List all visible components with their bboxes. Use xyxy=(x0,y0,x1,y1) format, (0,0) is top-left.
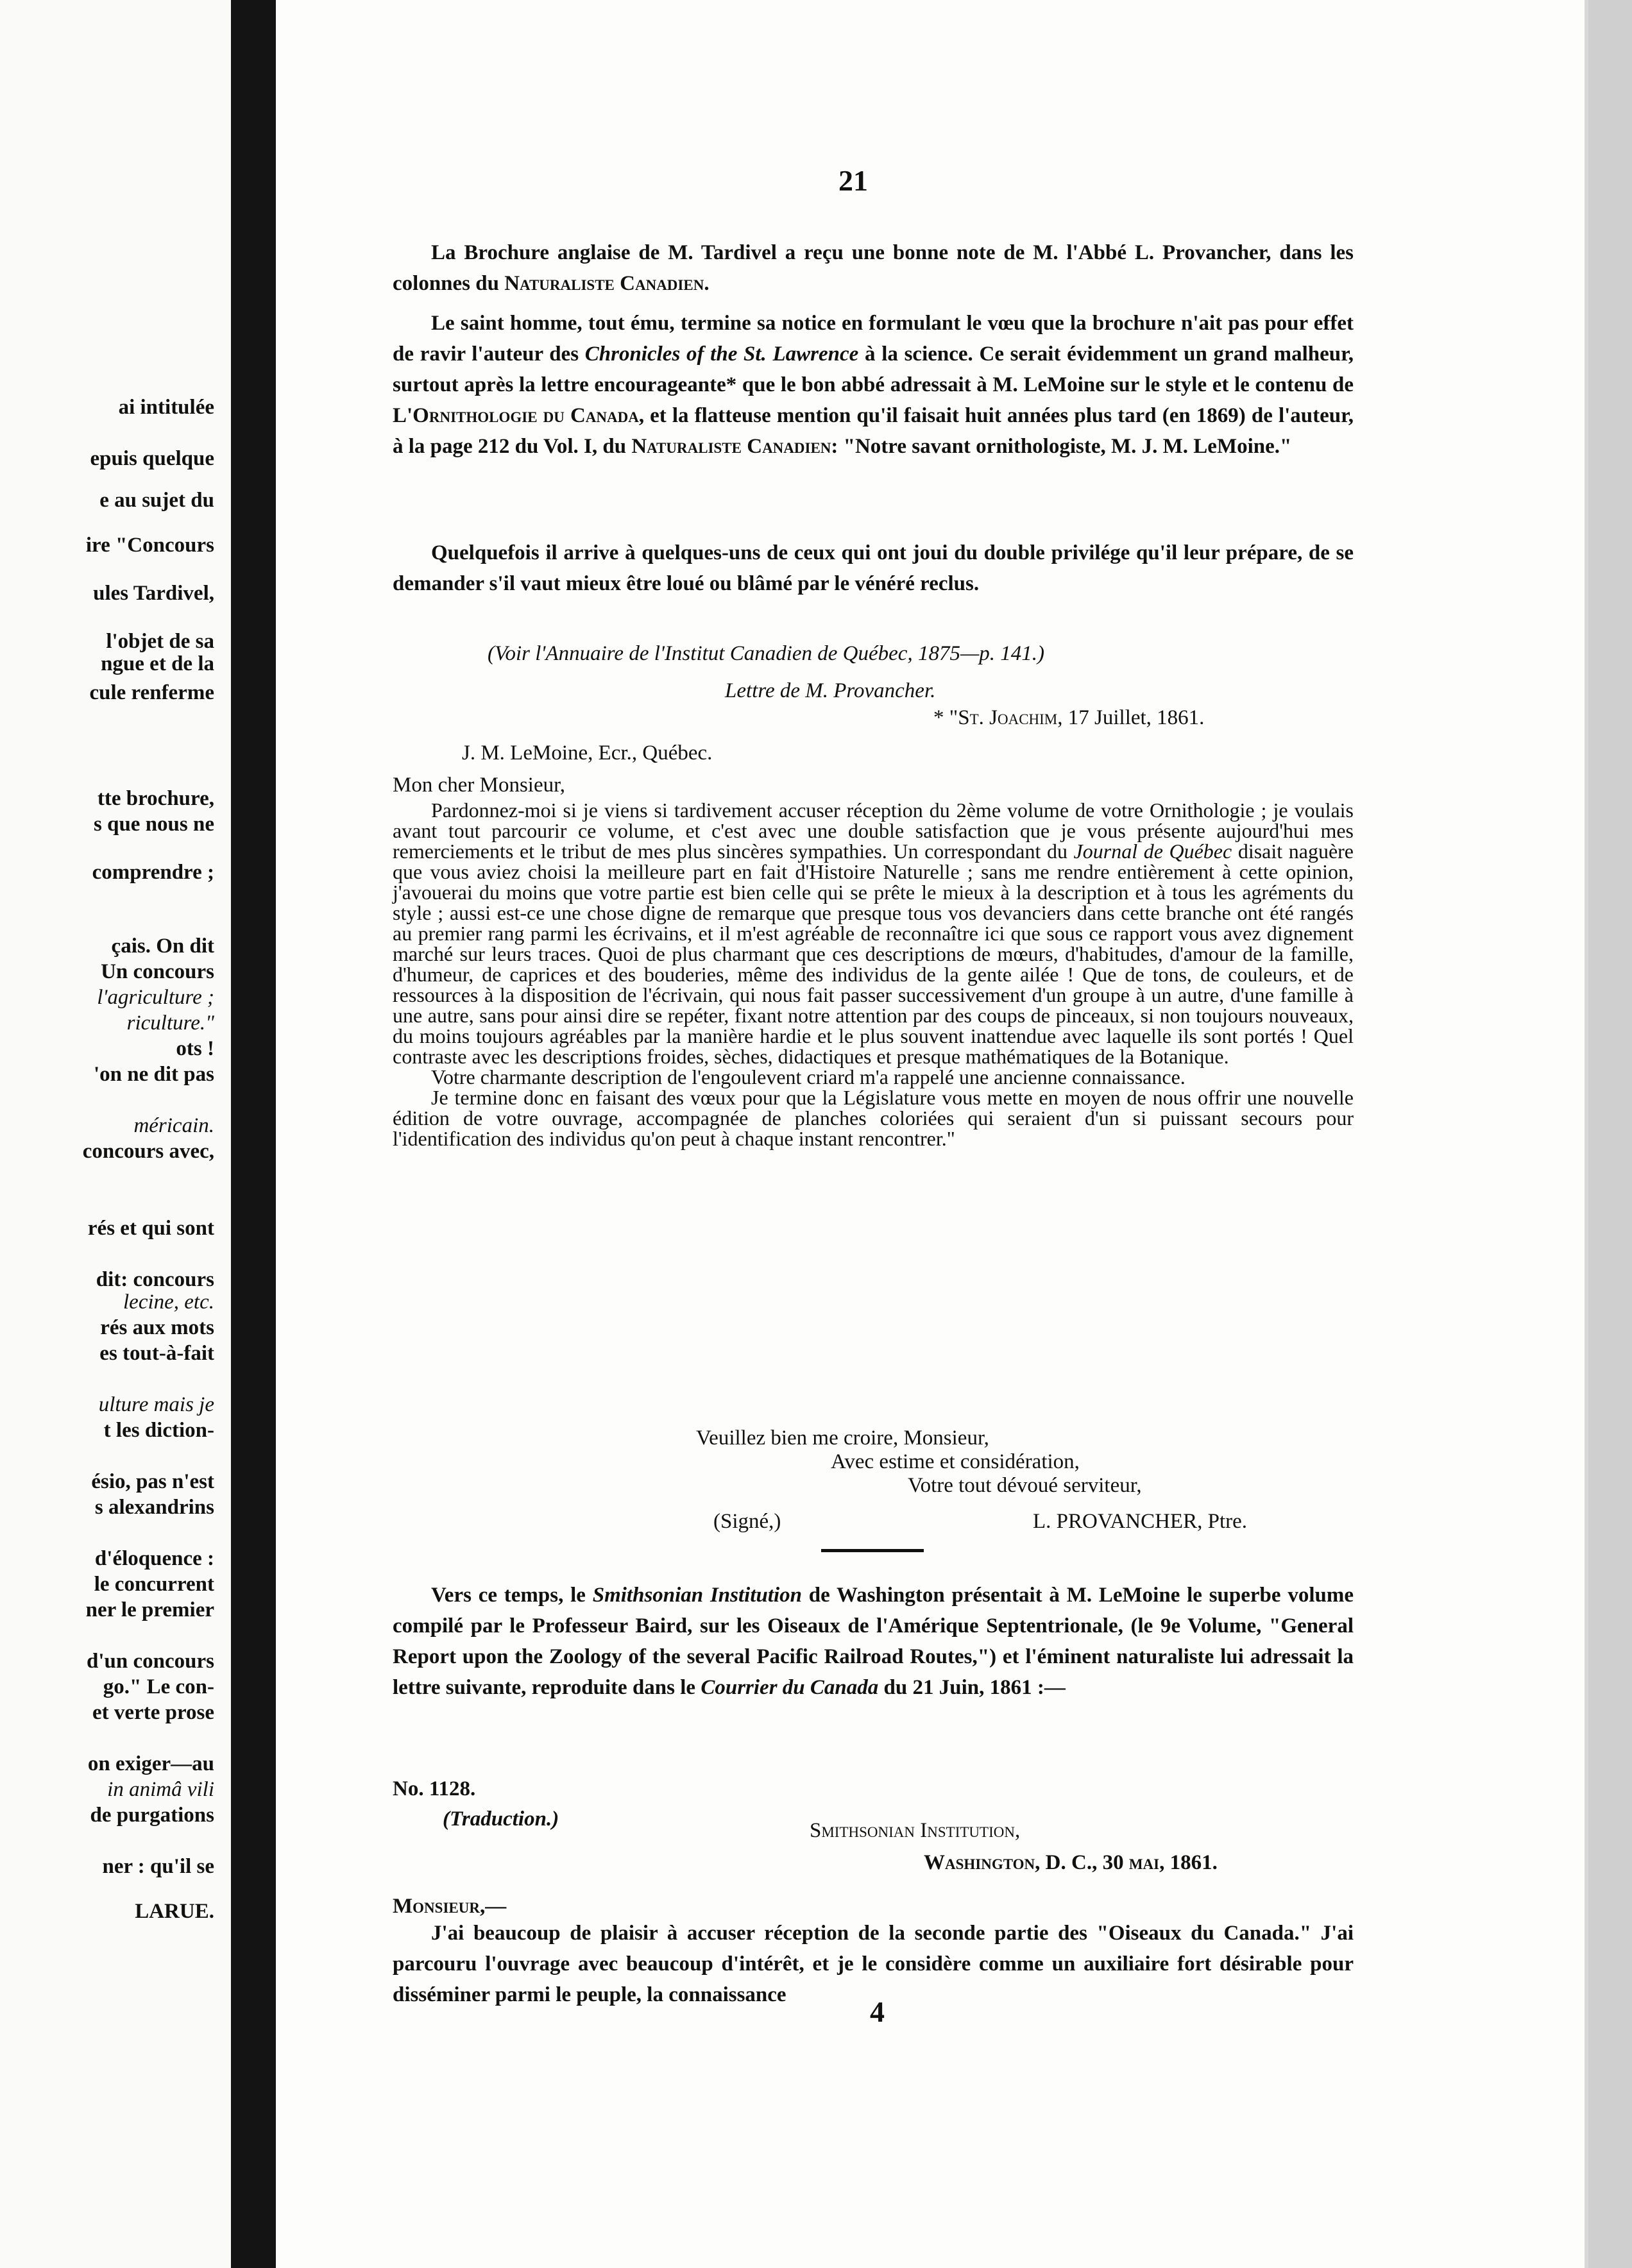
left-page-line: ire "Concours xyxy=(85,534,214,557)
left-page-line: de purgations xyxy=(90,1804,214,1827)
left-page-line: tte brochure, xyxy=(97,787,214,810)
left-page-line: ules Tardivel, xyxy=(93,582,214,605)
left-page-line: Un concours xyxy=(101,960,214,983)
institution-place-date: Washington, D. C., 30 mai, 1861. xyxy=(924,1851,1218,1874)
intro-paragraph-1: La Brochure anglaise de M. Tardivel a reçu une bonne note de M. l'Abbé L. Provancher, dans les colonnes du Naturaliste Canadien. xyxy=(393,241,1354,295)
letter-closing-3: Votre tout dévoué serviteur, xyxy=(908,1474,1142,1497)
left-page-line: ner : qu'il se xyxy=(102,1855,214,1878)
letter-paragraph-2: Votre charmante description de l'engoulevent criard m'a rappelé une ancienne connaissance. xyxy=(431,1065,1186,1088)
left-page-line: lecine, etc. xyxy=(123,1291,214,1314)
smithsonian-salutation: Monsieur,— xyxy=(393,1895,507,1918)
left-page-line: le concurrent xyxy=(94,1573,214,1596)
left-page-line: çais. On dit xyxy=(111,935,214,958)
smithsonian-letter-paragraph: J'ai beaucoup de plaisir à accuser réception de la seconde partie des "Oiseaux du Canada." J'ai parcouru l'ouvrage avec beaucoup d'intérêt, et je le considère comme un auxiliaire fort désirable pour disséminer parmi le peuple, la connaissance xyxy=(393,1922,1354,2006)
document-number: No. 1128. xyxy=(393,1777,476,1800)
left-page-line: cule renferme xyxy=(89,681,214,704)
book-gutter xyxy=(231,0,276,2268)
left-page-line: epuis quelque xyxy=(90,447,214,470)
left-page-line: s que nous ne xyxy=(94,813,214,836)
left-page-line: ésio, pas n'est xyxy=(91,1470,214,1493)
left-page-line: LARUE. xyxy=(135,1900,214,1923)
left-page-line: e au sujet du xyxy=(99,489,214,512)
left-page-line: l'agriculture ; xyxy=(97,986,214,1009)
smithsonian-paragraph: Vers ce temps, le Smithsonian Institution de Washington présentait à M. LeMoine le superbe volume compilé par le Professeur Baird, sur les Oiseaux de l'Amérique Septentrionale, (le 9e Volume, "General Report upon the Zoology of the several Pacific Railroad Routes,") et l'éminent naturaliste lui adressait la lettre suivante, reproduite dans le Courrier du Canada du 21 Juin, 1861 :— xyxy=(393,1584,1354,1699)
left-page-line: ngue et de la xyxy=(101,652,214,675)
letter-paragraph-3: Je termine donc en faisant des vœux pour que la Législature vous mette en moyen de nous offrir une nouvelle édition de votre ouvrage, accompagnée de planches coloriées qui seraient d'un si puissant secours pour l'identification des individus qu'on peut à chaque instant rencontrer." xyxy=(393,1086,1354,1150)
provancher-letter-body xyxy=(393,800,1354,1149)
institution-name: Smithsonian Institution, xyxy=(810,1819,1021,1842)
left-page-line: concours avec, xyxy=(82,1140,214,1163)
left-page-line: dit: concours xyxy=(96,1268,214,1291)
page-edge xyxy=(1588,0,1632,2268)
letter-heading: Lettre de M. Provancher. xyxy=(725,679,936,702)
signed-label: (Signé,) xyxy=(713,1510,781,1533)
left-page-line: ulture mais je xyxy=(98,1393,214,1416)
left-page-line: rés aux mots xyxy=(100,1316,214,1339)
left-page-line: méricain. xyxy=(133,1114,214,1137)
intro-paragraph-3: Quelquefois il arrive à quelques-uns de ceux qui ont joui du double privilége qu'il leur prépare, de se demander s'il vaut mieux être loué ou blâmé par le vénéré reclus. xyxy=(393,541,1354,595)
signature-mark: 4 xyxy=(870,1995,885,2028)
left-page-fragment xyxy=(0,0,231,2268)
left-page-line: rés et qui sont xyxy=(87,1217,214,1240)
left-page-line: ots ! xyxy=(176,1037,214,1060)
left-page-line: go." Le con- xyxy=(103,1675,214,1698)
left-page-line: es tout-à-fait xyxy=(99,1342,214,1365)
signature: L. PROVANCHER, Ptre. xyxy=(1033,1510,1248,1533)
page-number: 21 xyxy=(838,164,868,197)
left-page-line: et verte prose xyxy=(92,1701,214,1724)
translation-label: (Traduction.) xyxy=(443,1807,559,1831)
letter-salutation: Mon cher Monsieur, xyxy=(393,774,566,797)
left-page-line: on exiger—au xyxy=(87,1752,214,1775)
left-page-line: riculture." xyxy=(126,1011,214,1035)
left-page-line: ai intitulée xyxy=(118,396,214,419)
annuaire-reference: (Voir l'Annuaire de l'Institut Canadien de Québec, 1875—p. 141.) xyxy=(488,642,1045,665)
left-page-line: in animâ vili xyxy=(107,1778,214,1801)
letter-place-date: * "St. Joachim, 17 Juillet, 1861. xyxy=(933,706,1205,729)
left-page-line: ner le premier xyxy=(85,1598,214,1621)
letter-addressee: J. M. LeMoine, Ecr., Québec. xyxy=(462,741,713,765)
left-page-line: d'un concours xyxy=(87,1650,214,1673)
letter-closing-2: Avec estime et considération, xyxy=(831,1450,1080,1473)
letter-closing-1: Veuillez bien me croire, Monsieur, xyxy=(696,1426,989,1450)
left-page-line: 'on ne dit pas xyxy=(94,1063,214,1086)
left-page-line: d'éloquence : xyxy=(94,1547,214,1570)
left-page-line: s alexandrins xyxy=(94,1496,214,1519)
left-page-line: comprendre ; xyxy=(92,861,214,884)
section-divider xyxy=(821,1549,924,1552)
intro-paragraph-2: Le saint homme, tout ému, termine sa notice en formulant le vœu que la brochure n'ait pas pour effet de ravir l'auteur des Chronicles of the St. Lawrence à la science. Ce serait évidemment un grand malheur, surtout après la lettre encourageante* que le bon abbé adressait à M. LeMoine sur le style et le contenu de L'Ornithologie du Canada, et la flatteuse mention qu'il faisait huit années plus tard (en 1869) de l'auteur, à la page 212 du Vol. I, du Naturaliste Canadien: "Notre savant ornithologiste, M. J. M. LeMoine." xyxy=(393,312,1354,458)
letter-paragraph-1: Pardonnez-moi si je viens si tardivement accuser réception du 2ème volume de votre Ornithologie ; je voulais avant tout parcourir ce volume, et c'est avec une double satisfaction que je vous présente aujourd'hui mes remerciements et le tribut de mes plus sincères sympathies. Un correspondant du Journal de Québec disait naguère que vous aviez choisi la meilleure part en fait d'Histoire Naturelle ; sans me rendre entièrement à cette opinion, j'avouerai du moins que votre partie est bien celle qui se prête le mieux à la description et à tous les agréments du style ; aussi est-ce une chose digne de remarque que presque tous vos devanciers dans cette branche ont été rangés au premier rang parmi les écrivains, et il m'est agréable de reconnaître ici que sous ce rapport vous avez dignement marché sur leurs traces. Quoi de plus charmant que ces descriptions de mœurs, d'habitudes, d'amour de la famille, d'humeur, de caprices et des bouderies, même des individus de la gente ailée ! Que de tons, de couleurs, et de ressources à la disposition de l'écrivain, qui nous fait passer successivement d'un groupe à un autre, d'une famille à une autre, sans pour ainsi dire se repéter, fixant notre attention par des coups de pinceaux, si non toujours nouveaux, du moins toujours agréables par la manière hardie et le plus souvent inattendue avec laquelle ils sont portés ! Quel contraste avec les descriptions froides, sèches, didactiques et presque mathématiques de la Botanique. xyxy=(393,799,1354,1068)
left-page-line: t les diction- xyxy=(103,1419,214,1442)
left-page-line: l'objet de sa xyxy=(106,630,214,653)
